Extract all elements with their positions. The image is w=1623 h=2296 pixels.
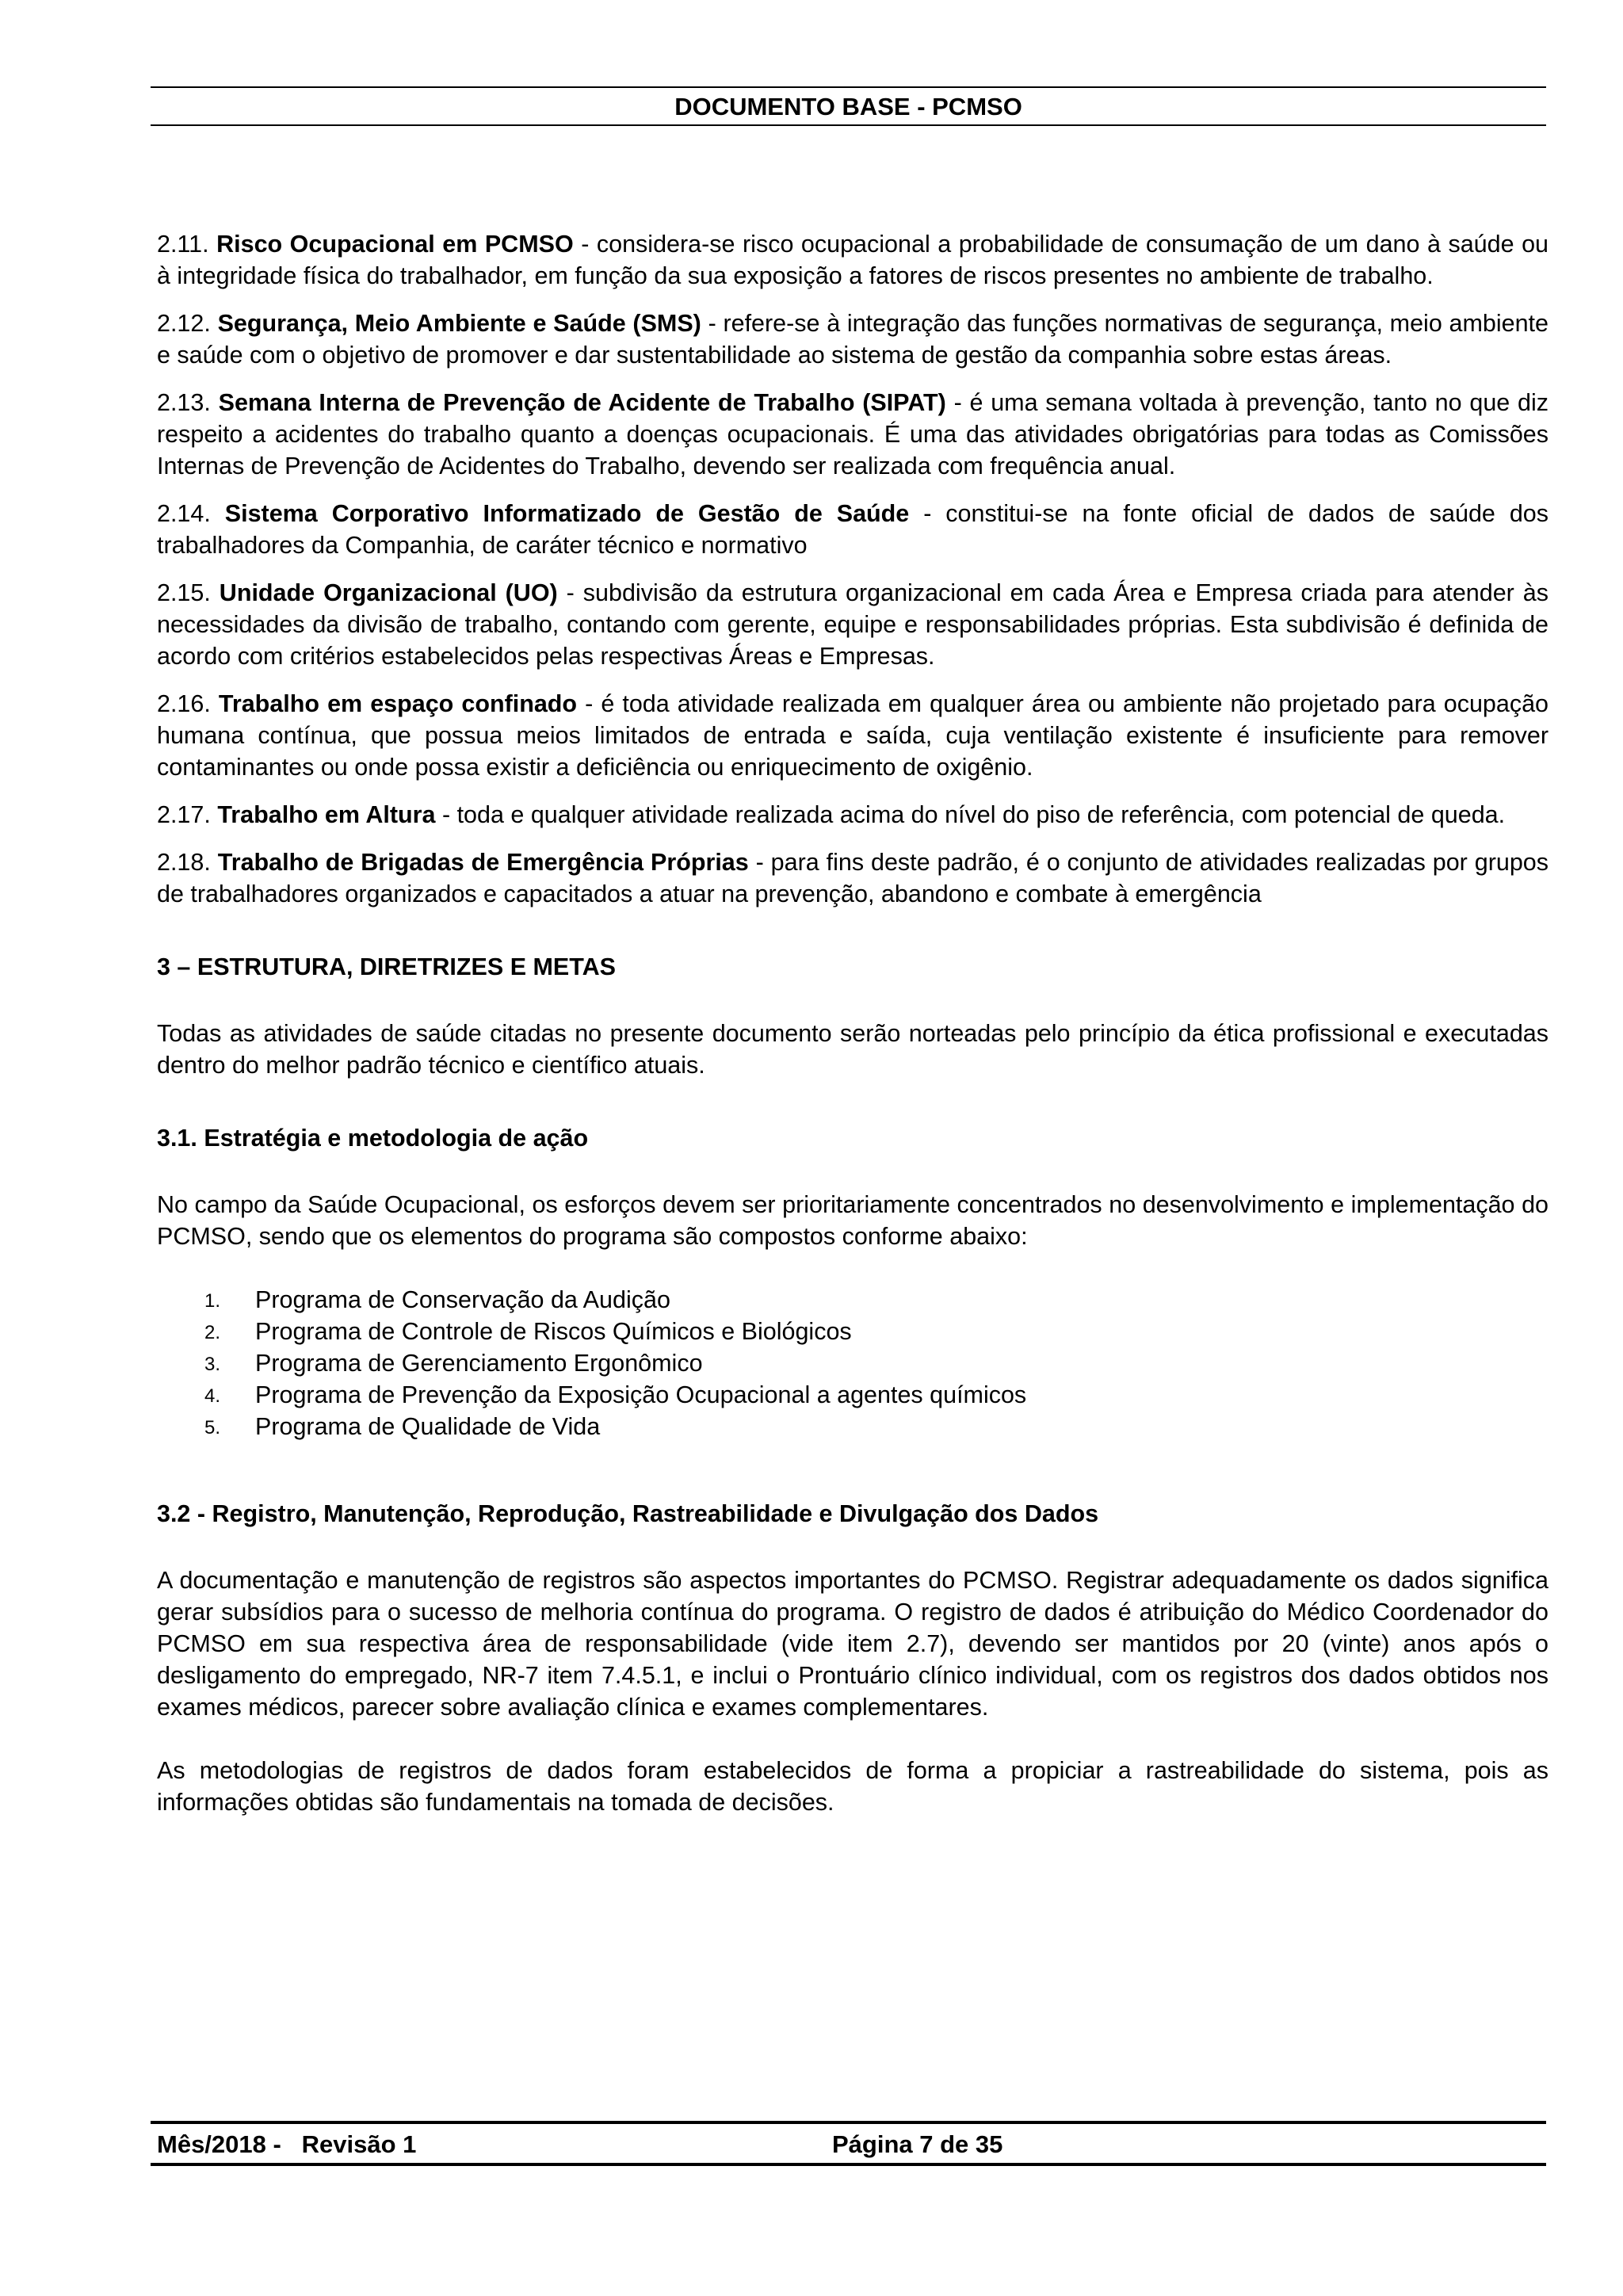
section-3-2-heading: 3.2 - Registro, Manutenção, Reprodução, Rastreabilidade e Divulgação dos Dados [157,1500,1099,1527]
definition-term: Trabalho em espaço confinado [218,690,578,717]
definition-term: Segurança, Meio Ambiente e Saúde (SMS) [217,310,701,337]
header-rule-top [151,86,1546,88]
list-item-label: Programa de Prevenção da Exposição Ocupacional a agentes químicos [255,1381,1027,1408]
list-item-number: 2. [204,1322,221,1343]
footer-page-number: Página 7 de 35 [832,2130,1003,2158]
definition-text: - toda e qualquer atividade realizada acima do nível do piso de referência, com potencial de queda. [435,801,1506,828]
section-3-intro: Todas as atividades de saúde citadas no presente documento serão norteadas pelo princípio da ética profissional e executadas dentro do melhor padrão técnico e científico atuais. [157,1020,1549,1079]
definition-2-11 [157,228,1549,292]
definition-number: 2.11. [157,231,209,258]
definition-2-14 [157,498,1549,561]
definition-2-17 [157,799,1549,831]
definition-text: - para fins deste padrão, é o conjunto de atividades realizadas por grupos de trabalhadores organizados e capacitados a atuar na prevenção, abandono e combate à emergência [157,849,1549,907]
list-item [157,1316,1549,1347]
section-3-2-paragraph-2: As metodologias de registros de dados foram estabelecidos de forma a propiciar a rastreabilidade do sistema, pois as informações obtidas são fundamentais na tomada de decisões. [157,1757,1549,1816]
definition-number: 2.18. [157,849,211,876]
definition-term: Sistema Corporativo Informatizado de Gestão de Saúde [224,500,910,527]
list-item-number: 3. [204,1354,221,1375]
document-body [157,228,1549,1818]
definition-text: - constitui-se na fonte oficial de dados de saúde dos trabalhadores da Companhia, de caráter técnico e normativo [157,500,1549,559]
header-title: DOCUMENTO BASE - PCMSO [674,93,1022,120]
definition-text: - é toda atividade realizada em qualquer área ou ambiente não projetado para ocupação humana contínua, que possua meios limitados de entrada e saída, cuja ventilação existente é insuficiente para remover contaminantes ou onde possa existir a deficiência ou enriquecimento de oxigênio. [157,690,1549,781]
definition-term: Risco Ocupacional em PCMSO [216,231,574,258]
program-list [157,1284,1549,1442]
list-item [157,1379,1549,1411]
definition-2-13 [157,387,1549,482]
definition-2-15 [157,577,1549,672]
definition-term: Semana Interna de Prevenção de Acidente de Trabalho (SIPAT) [218,389,946,416]
header-rule-bottom [151,124,1546,126]
section-3-2-paragraph-1: A documentação e manutenção de registros são aspectos importantes do PCMSO. Registrar adequadamente os dados significa gerar subsídios para o sucesso de melhoria contínua do programa. O registro de dados é atribuição do Médico Coordenador do PCMSO em sua respectiva área de responsabilidade (vide item 2.7), devendo ser mantidos por 20 (vinte) anos após o desligamento do empregado, NR-7 item 7.4.5.1, e inclui o Prontuário clínico individual, com os registros dos dados obtidos nos exames médicos, parecer sobre avaliação clínica e exames complementares. [157,1567,1549,1721]
list-item [157,1284,1549,1316]
definition-number: 2.17. [157,801,211,828]
footer-rule-bottom [151,2163,1546,2166]
list-item-label: Programa de Gerenciamento Ergonômico [255,1350,703,1377]
definition-term: Trabalho em Altura [217,801,436,828]
definition-text: - subdivisão da estrutura organizacional em cada Área e Empresa criada para atender às necessidades da divisão de trabalho, contando com gerente, equipe e responsabilidades próprias. Esta subdivisão é definida de acordo com critérios estabelecidos pelas respectivas Áreas e Empresas. [157,579,1549,670]
list-item-number: 4. [204,1385,221,1407]
definition-number: 2.15. [157,579,211,606]
list-item-label: Programa de Conservação da Audição [255,1286,670,1313]
definition-number: 2.13. [157,389,211,416]
definition-number: 2.12. [157,310,211,337]
definition-2-18 [157,846,1549,910]
list-item [157,1347,1549,1379]
definition-2-12 [157,308,1549,371]
list-item-label: Programa de Controle de Riscos Químicos e Biológicos [255,1318,852,1345]
definition-text: - é uma semana voltada à prevenção, tanto no que diz respeito a acidentes do trabalho quanto a doenças ocupacionais. É uma das atividades obrigatórias para todas as Comissões Internas de Prevenção de Acidentes do Trabalho, devendo ser realizada com frequência anual. [157,389,1549,479]
definition-term: Trabalho de Brigadas de Emergência Próprias [217,849,749,876]
definition-2-16 [157,688,1549,783]
list-item [157,1411,1549,1442]
list-item-number: 5. [204,1417,221,1438]
section-3-1-heading: 3.1. Estratégia e metodologia de ação [157,1125,589,1152]
definition-text: - refere-se à integração das funções normativas de segurança, meio ambiente e saúde com o objetivo de promover e dar sustentabilidade ao sistema de gestão da companhia sobre estas áreas. [157,310,1549,369]
definition-number: 2.16. [157,690,211,717]
definition-text: - considera-se risco ocupacional a probabilidade de consumação de um dano à saúde ou à integridade física do trabalhador, em função da sua exposição a fatores de riscos presentes no ambiente de trabalho. [157,231,1549,289]
footer-rule-top [151,2121,1546,2124]
definition-number: 2.14. [157,500,211,527]
section-3-heading: 3 – ESTRUTURA, DIRETRIZES E METAS [157,953,616,980]
list-item-number: 1. [204,1290,221,1312]
list-item-label: Programa de Qualidade de Vida [255,1413,601,1440]
definition-term: Unidade Organizacional (UO) [219,579,558,606]
footer-revision: Mês/2018 - Revisão 1 [157,2130,417,2158]
section-3-1-intro: No campo da Saúde Ocupacional, os esforços devem ser prioritariamente concentrados no desenvolvimento e implementação do PCMSO, sendo que os elementos do programa são compostos conforme abaixo: [157,1191,1549,1250]
